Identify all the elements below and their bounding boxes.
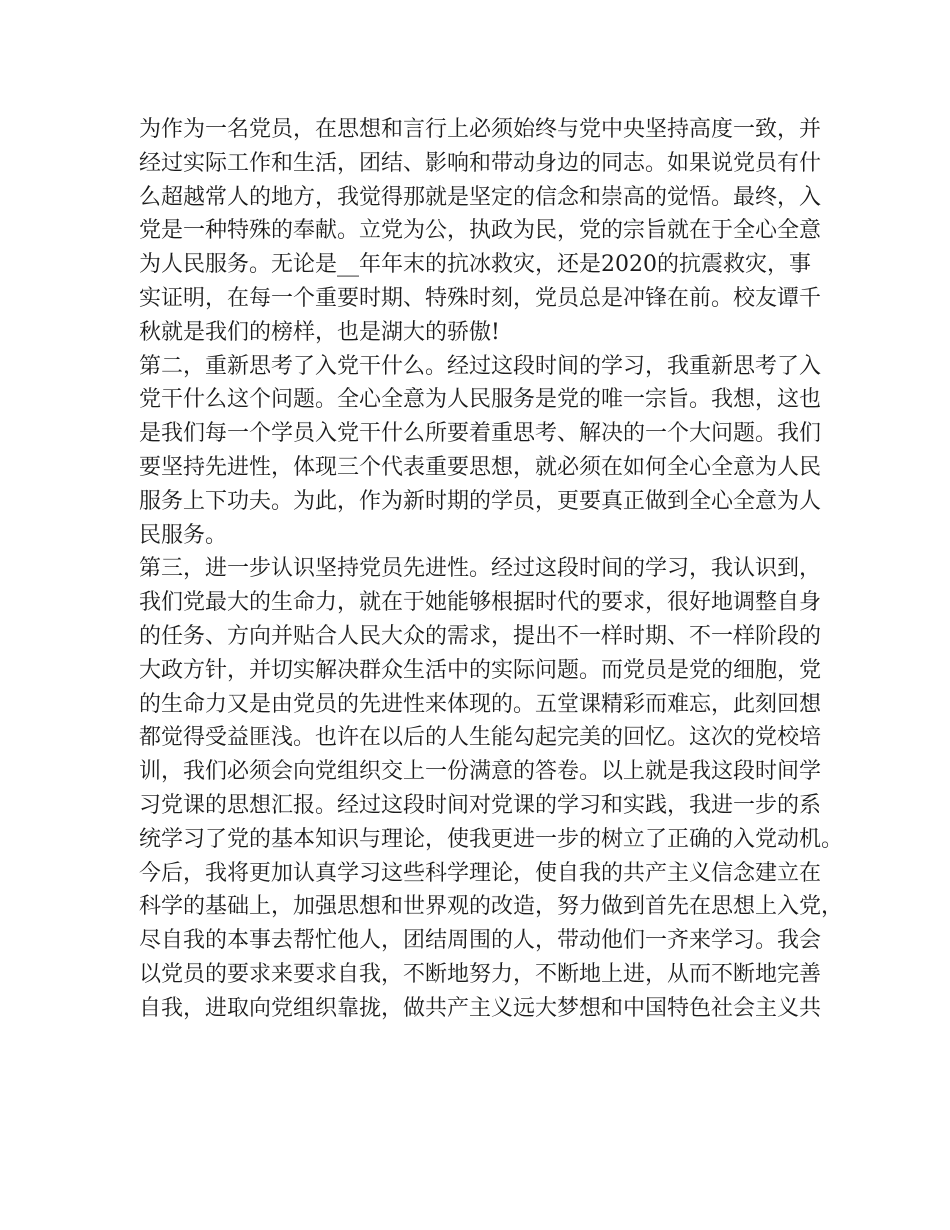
text-line: 第三，进一步认识坚持党员先进性。经过这段时间的学习，我认识到， bbox=[139, 556, 822, 582]
text-line: 第二，重新思考了入党干什么。经过这段时间的学习，我重新思考了入 bbox=[139, 353, 822, 379]
text-line: 党干什么这个问题。全心全意为人民服务是党的唯一宗旨。我想，这也 bbox=[139, 387, 822, 413]
text-line: 民服务。 bbox=[139, 522, 228, 548]
text-line: 服务上下功夫。为此，作为新时期的学员，更要真正做到全心全意为人 bbox=[139, 488, 822, 514]
text-line: 为人民服务。无论是__年年末的抗冰救灾，还是2020的抗震救灾，事 bbox=[139, 252, 811, 278]
text-line: 我们党最大的生命力，就在于她能够根据时代的要求，很好地调整自身 bbox=[139, 590, 822, 616]
text-line: 要坚持先进性，体现三个代表重要思想，就必须在如何全心全意为人民 bbox=[139, 454, 822, 480]
text-line: 党是一种特殊的奉献。立党为公，执政为民，党的宗旨就在于全心全意 bbox=[139, 218, 822, 244]
text-line: 是我们每一个学员入党干什么所要着重思考、解决的一个大问题。我们 bbox=[139, 421, 822, 447]
text-line: 科学的基础上，加强思想和世界观的改造，努力做到首先在思想上入党， bbox=[139, 894, 844, 920]
text-line: 习党课的思想汇报。经过这段时间对党课的学习和实践，我进一步的系 bbox=[139, 792, 822, 818]
text-line: 经过实际工作和生活，团结、影响和带动身边的同志。如果说党员有什 bbox=[139, 150, 822, 176]
text-line: 么超越常人的地方，我觉得那就是坚定的信念和崇高的觉悟。最终，入 bbox=[139, 184, 822, 210]
text-line: 的生命力又是由党员的先进性来体现的。五堂课精彩而难忘，此刻回想 bbox=[139, 691, 822, 717]
text-line: 大政方针，并切实解决群众生活中的实际问题。而党员是党的细胞，党 bbox=[139, 657, 822, 683]
text-line: 都觉得受益匪浅。也许在以后的人生能勾起完美的回忆。这次的党校培 bbox=[139, 725, 822, 751]
text-line: 今后，我将更加认真学习这些科学理论，使自我的共产主义信念建立在 bbox=[139, 860, 822, 886]
text-line: 以党员的要求来要求自我，不断地努力，不断地上进，从而不断地完善 bbox=[139, 961, 822, 987]
text-line: 训，我们必须会向党组织交上一份满意的答卷。以上就是我这段时间学 bbox=[139, 759, 822, 785]
text-line: 为作为一名党员，在思想和言行上必须始终与党中央坚持高度一致，并 bbox=[139, 117, 822, 142]
text-line: 统学习了党的基本知识与理论，使我更进一步的树立了正确的入党动机。 bbox=[139, 826, 844, 852]
body-text bbox=[139, 113, 844, 1026]
text-line: 秋就是我们的榜样，也是湖大的骄傲! bbox=[139, 319, 500, 345]
text-line: 实证明，在每一个重要时期、特殊时刻，党员总是冲锋在前。校友谭千 bbox=[139, 285, 822, 311]
text-line: 尽自我的本事去帮忙他人，团结周围的人，带动他们一齐来学习。我会 bbox=[139, 928, 822, 954]
text-line: 的任务、方向并贴合人民大众的需求，提出不一样时期、不一样阶段的 bbox=[139, 623, 822, 649]
text-line: 自我，进取向党组织靠拢，做共产主义远大梦想和中国特色社会主义共 bbox=[139, 995, 822, 1021]
